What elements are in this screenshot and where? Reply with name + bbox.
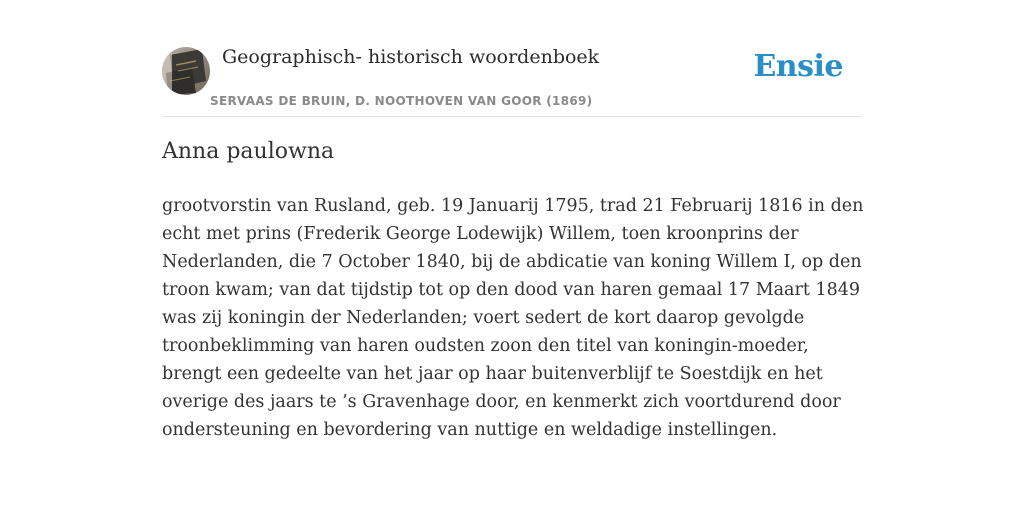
header — [162, 44, 862, 117]
book-title[interactable]: Geographisch- historisch woordenboek — [222, 46, 600, 68]
book-cover-image — [162, 47, 210, 95]
brand-logo[interactable]: Ensie — [753, 49, 843, 84]
book-cover-icon[interactable] — [162, 47, 210, 95]
book-authors: SERVAAS DE BRUIN, D. NOOTHOVEN VAN GOOR (1869) — [210, 94, 593, 108]
entry-title: Anna paulowna — [162, 139, 335, 164]
entry-body: grootvorstin van Rusland, geb. 19 Januarij 1795, trad 21 Februarij 1816 in den echt met prins (Frederik George Lodewijk) Willem, toen kroonprins der Nederlanden, die 7 October 1840, bij de abdicatie van koning Willem I, op den troon kwam; van dat tijdstip tot op den dood van haren gemaal 17 Maart 1849 was zij koningin der Nederlanden; voert sedert de kort daarop gevolgde troonbeklimming van haren oudsten zoon den titel van koningin-moeder, brengt een gedeelte van het jaar op haar buitenverblijf te Soestdijk en het overige des jaars te ’s Gravenhage door, en kenmerkt zich voortdurend door ondersteuning en bevordering van nuttige en weldadige instellingen. — [162, 196, 864, 440]
